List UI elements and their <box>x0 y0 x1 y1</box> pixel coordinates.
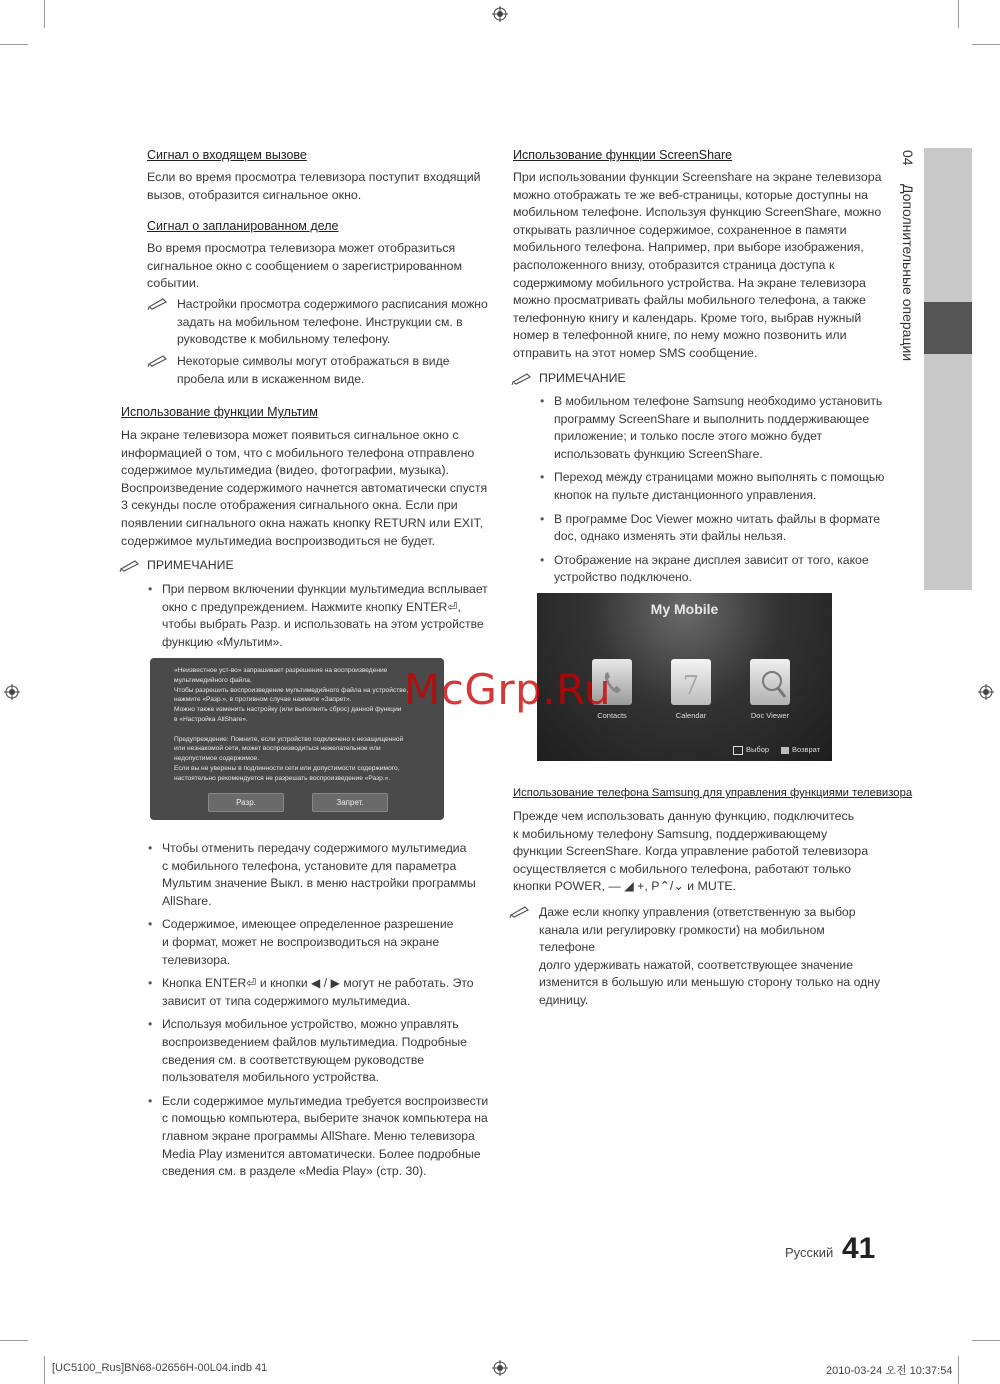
multimedia-heading: Использование функции Мультим <box>121 405 318 419</box>
text-line: задать на мобильном телефоне. Инструкции см. в <box>177 314 463 329</box>
text-line: главном экране программы AllShare. Меню телевизора <box>162 1128 475 1143</box>
text-line: программу ScreenShare и выполнить поддерживающее <box>554 411 870 426</box>
text-line: долго удерживать нажатой, соответствующее значение <box>539 957 854 972</box>
dialog-line: нажмите «Разр.», в противном случае нажмите «Запрет». <box>174 696 352 704</box>
text-line: • В программе Doc Viewer можно читать файлы в формате <box>554 511 880 526</box>
registration-mark-icon <box>4 684 20 700</box>
text-line: • Чтобы отменить передачу содержимого мультимедиа <box>162 841 467 855</box>
crop-mark <box>0 44 28 45</box>
registration-mark-icon <box>492 1360 508 1376</box>
text-line: • Кнопка ENTER⏎ и кнопки ◀ / ▶ могут не работать. Это <box>162 976 474 991</box>
list-item <box>148 916 493 969</box>
dialog-line: Чтобы разрешить воспроизведение мультимедийного файла на устройстве, <box>174 686 409 694</box>
incoming-call-text <box>147 169 497 204</box>
crop-mark <box>44 0 45 28</box>
enter-icon <box>733 746 743 755</box>
text-line: Media Play изменится автоматически. Более подробные <box>162 1146 481 1161</box>
text-line: сведения см. в разделе «Media Play» (стр. 30). <box>162 1164 427 1179</box>
my-mobile-title: My Mobile <box>650 601 719 617</box>
screenshare-heading: Использование функции ScreenShare <box>513 148 733 162</box>
dialog-line: Предупреждение: Помните, если устройство подключено к незащищенной <box>174 735 404 743</box>
phone-control-note <box>539 904 884 1010</box>
text-line: • Если содержимое мультимедиа требуется воспроизвести <box>162 1093 489 1108</box>
calendar-icon[interactable] <box>671 659 711 705</box>
text-line: 3 секунды после отображения сигнального окна. Если при <box>121 498 458 513</box>
note-pencil-icon <box>509 904 531 918</box>
chapter-tab <box>924 148 972 590</box>
list-item <box>540 511 885 546</box>
scheduled-heading: Сигнал о запланированном деле <box>147 219 339 233</box>
text-line: кнопок на пульте дистанционного управления. <box>554 487 817 502</box>
incoming-call-heading: Сигнал о входящем вызове <box>147 148 307 162</box>
back-label: Возврат <box>792 745 821 754</box>
scheduled-note-1 <box>177 296 497 349</box>
list-item <box>148 975 493 1010</box>
list-item <box>540 552 885 587</box>
text-line: руководстве к мобильному телефону. <box>177 332 391 347</box>
text-line: функции ScreenShare. Когда управление работой телевизора <box>513 844 869 859</box>
page-number: 41 <box>842 1232 876 1265</box>
text-line: мобильного телефона. Например, при выборе изображения, <box>513 240 864 255</box>
note-pencil-icon <box>119 558 141 572</box>
dialog-line: недопустимое содержимое. <box>174 755 260 763</box>
crop-mark <box>44 1356 45 1384</box>
text-line: зависит от типа содержимого мультимедиа. <box>162 993 411 1008</box>
doc-viewer-icon[interactable] <box>750 659 790 705</box>
text-line: появлении сигнального окна нажать кнопку RETURN или EXIT, <box>121 515 484 530</box>
text-line: Даже если кнопку управления (ответственную за выбор <box>539 905 856 919</box>
screenshare-text <box>513 169 883 363</box>
chapter-tab-marker <box>924 302 972 354</box>
multimedia-bullets <box>148 840 493 1181</box>
text-line: мобильном телефоне. Используя функцию ScreenShare, можно <box>513 205 882 220</box>
dialog-line: настоятельно рекомендуется не разрешать воспроизведение «Разр.». <box>174 774 391 782</box>
text-line: содержимое мультимедиа (видео, фотографии, музыка). <box>121 463 450 478</box>
text-line: телевизора. <box>162 952 231 967</box>
text-line: На экране телевизора может появиться сигнальное окно с <box>121 428 459 442</box>
text-line: и формат, может не воспроизводиться на экране <box>162 934 440 949</box>
dialog-line: в «Настройка AllShare». <box>174 715 248 723</box>
text-line: единицу. <box>539 992 589 1007</box>
text-line: • Отображение на экране дисплея зависит от того, какое <box>554 552 869 567</box>
crop-mark <box>972 1340 1000 1341</box>
note-heading-text: ПРИМЕЧАНИЕ <box>539 371 626 385</box>
text-line: Прежде чем использовать данную функцию, подключитесь <box>513 809 855 823</box>
text-line: • Переход между страницами можно выполнять с помощью <box>554 470 885 485</box>
calendar-label: Calendar <box>675 711 707 720</box>
dialog-spacer <box>174 725 434 735</box>
scheduled-note-2 <box>177 353 497 388</box>
note-pencil-icon <box>147 353 169 367</box>
text-line: • Используя мобильное устройство, можно управлять <box>162 1017 459 1032</box>
text-line: сигнальное окно с сообщением о зарегистрированном <box>147 258 463 273</box>
text-line: Воспроизведение содержимого начнется автоматически спустя <box>121 480 488 495</box>
list-item <box>540 469 885 504</box>
permission-dialog-text <box>174 666 434 784</box>
text-line: окно с предупреждением. Нажмите кнопку ENTER⏎, <box>162 599 461 614</box>
text-line: функцию «Мультим». <box>162 634 283 649</box>
text-line: расположенного внизу, отобразится страница доступа к <box>513 257 835 272</box>
note-heading-text: ПРИМЕЧАНИЕ <box>147 558 234 572</box>
list-item <box>148 840 493 910</box>
note-pencil-icon <box>147 296 169 310</box>
text-line: информацией о том, что с мобильного телефона отправлено <box>121 445 475 460</box>
registration-mark-icon <box>978 684 994 700</box>
chapter-number: 04 <box>900 150 916 166</box>
footer-date: 2010-03-24 오전 10:37:54 <box>826 1365 953 1377</box>
text-line: использовать функцию ScreenShare. <box>554 446 763 461</box>
screenshare-bullets <box>540 393 885 587</box>
chapter-tab-label <box>886 150 926 380</box>
list-item <box>148 1093 493 1181</box>
dialog-line: Если вы не уверены в подлинности сети или допустимости содержимого, <box>174 764 400 772</box>
text-line: • Содержимое, имеющее определенное разрешение <box>162 917 454 932</box>
contacts-label: Contacts <box>597 711 627 720</box>
text-line: к мобильному телефону Samsung, поддерживающему <box>513 826 828 841</box>
multimedia-note-heading <box>147 558 234 572</box>
list-item <box>540 393 885 463</box>
text-line: вызов, отобразится сигнальное окно. <box>147 187 362 202</box>
deny-button[interactable]: Запрет. <box>312 793 388 812</box>
dialog-line: «Неизвестное уст-во» запрашивает разрешение на воспроизведение <box>174 667 388 674</box>
text-line: сведения см. в соответствующем руководстве <box>162 1052 424 1067</box>
text-line: Настройки просмотра содержимого расписания можно <box>177 297 488 311</box>
text-line: осуществляется с мобильного телефона, работают только <box>513 861 851 876</box>
dialog-line: мультимедийного файла. <box>174 676 252 684</box>
crop-mark <box>972 44 1000 45</box>
allow-button[interactable]: Разр. <box>208 793 284 812</box>
text-line: канала или регулировку громкости) на мобильном телефоне <box>539 922 825 955</box>
text-line: изменится в большую или меньшую сторону только на одну <box>539 975 881 990</box>
dialog-line: Можно также изменить настройку (или выполнить сброс) данной функции <box>174 706 402 714</box>
screenshare-note-heading <box>539 371 626 385</box>
text-line: Если во время просмотра телевизора поступит входящий <box>147 170 481 184</box>
text-line: При использовании функции Screenshare на экране телевизора <box>513 170 882 184</box>
multimedia-text <box>121 427 501 550</box>
text-line: содержимое мультимедиа воспроизводиться не будет. <box>121 533 435 548</box>
registration-mark-icon <box>492 6 508 22</box>
text-line: устройство подключено. <box>554 570 692 585</box>
list-item <box>148 1016 493 1086</box>
text-line: чтобы выбрать Разр. и использовать на этом устройстве <box>162 617 484 632</box>
text-line: телефонную книгу и календарь. Кроме того, выбрав нужный <box>513 310 862 325</box>
text-line: событии. <box>147 276 200 291</box>
return-icon <box>781 747 789 754</box>
text-line: с помощью компьютера, выберите значок компьютера на <box>162 1111 488 1126</box>
phone-control-heading: Использование телефона Samsung для управления функциями телевизора <box>513 787 913 799</box>
text-line: приложение; и только после этого можно будет <box>554 429 823 444</box>
text-line: AllShare. <box>162 893 212 908</box>
chapter-title: Дополнительные операции <box>900 184 916 362</box>
watermark: McGrp.Ru <box>404 665 612 714</box>
text-line: doc, однако изменять эти файлы нельзя. <box>554 529 787 544</box>
back-hint <box>781 745 820 754</box>
page-language: Русский <box>785 1245 834 1260</box>
text-line: • При первом включении функции мультимедиа всплывает <box>162 582 488 596</box>
text-line: отправить на этот номер SMS сообщение. <box>513 345 758 360</box>
text-line: Мультим значение Выкл. в меню настройки программы <box>162 876 476 891</box>
crop-mark <box>958 0 959 28</box>
text-line: Во время просмотра телевизора может отобразиться <box>147 241 456 255</box>
text-line: можно просматривать файлы мобильного телефона, а также <box>513 293 866 308</box>
crop-mark <box>958 1356 959 1384</box>
footer-file: [UC5100_Rus]BN68-02656H-00L04.indb 41 <box>52 1362 268 1374</box>
multimedia-bullet-first <box>148 581 502 651</box>
text-line: содержимому мобильного устройства. На экране телевизора <box>513 275 866 290</box>
scheduled-text <box>147 240 497 293</box>
text-line: • В мобильном телефоне Samsung необходимо установить <box>554 394 883 408</box>
doc-viewer-label: Doc Viewer <box>750 711 790 720</box>
select-label: Выбор <box>746 745 770 754</box>
text-line: пробела или в искаженном виде. <box>177 371 365 386</box>
text-line: кнопки POWER, — ◢ +, P⌃/⌄ и MUTE. <box>513 879 737 894</box>
text-line: можно отображать те же веб-страницы, которые доступны на <box>513 187 869 202</box>
text-line: с мобильного телефона, установите для параметра <box>162 858 457 873</box>
select-hint <box>733 745 769 755</box>
text-line: воспроизведением файлов мультимедиа. Подробные <box>162 1034 467 1049</box>
text-line: номер в телефонной книге, по нему можно позвонить или <box>513 328 847 343</box>
phone-control-text <box>513 808 883 896</box>
note-pencil-icon <box>511 371 533 385</box>
text-line: пользователя мобильного устройства. <box>162 1070 379 1085</box>
dialog-line: или незнакомой сети, может воспроизводиться нежелательное или <box>174 745 381 753</box>
calendar-day: 7 <box>682 671 700 701</box>
text-line: открывать различное содержимое, сохраненное в памяти <box>513 222 847 237</box>
text-line: Некоторые символы могут отображаться в виде <box>177 354 450 368</box>
crop-mark <box>0 1340 28 1341</box>
